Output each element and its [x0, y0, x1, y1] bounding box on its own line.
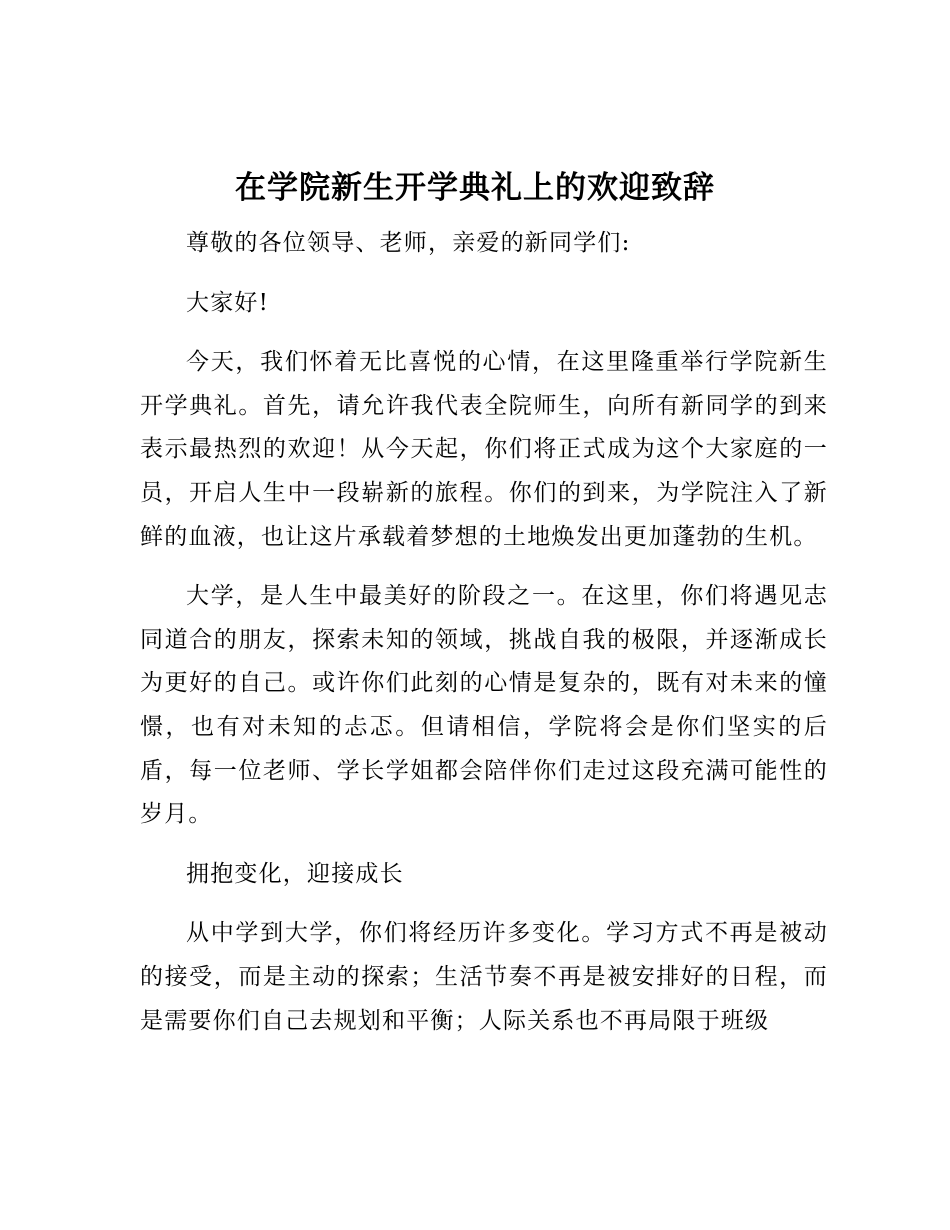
body-paragraph: 今天，我们怀着无比喜悦的心情，在这里隆重举行学院新生开学典礼。首先，请允许我代表全院师生，向所有新同学的到来表示最热烈的欢迎！从今天起，你们将正式成为这个大家庭的一员，开启人生中一段崭新的旅程。你们的到来，为学院注入了新鲜的血液，也让这片承载着梦想的土地焕发出更加蓬勃的生机。	[140, 349, 828, 550]
section-heading: 拥抱变化，迎接成长	[186, 860, 404, 887]
salutation-paragraph: 尊敬的各位领导、老师，亲爱的新同学们:	[186, 230, 631, 256]
document-body	[140, 222, 828, 1059]
greeting-paragraph: 大家好!	[186, 289, 270, 316]
document-title: 在学院新生开学典礼上的欢迎致辞	[235, 170, 715, 206]
body-paragraph: 大学，是人生中最美好的阶段之一。在这里，你们将遇见志同道合的朋友，探索未知的领域，挑战自我的极限，并逐渐成长为更好的自己。或许你们此刻的心情是复杂的，既有对未来的憧憬，也有对未知的忐忑。但请相信，学院将会是你们坚实的后盾，每一位老师、学长学姐都会陪伴你们走过这段充满可能性的岁月。	[140, 583, 828, 828]
body-paragraph: 从中学到大学，你们将经历许多变化。学习方式不再是被动的接受，而是主动的探索；生活节奏不再是被安排好的日程，而是需要你们自己去规划和平衡；人际关系也不再局限于班级	[140, 920, 828, 1034]
